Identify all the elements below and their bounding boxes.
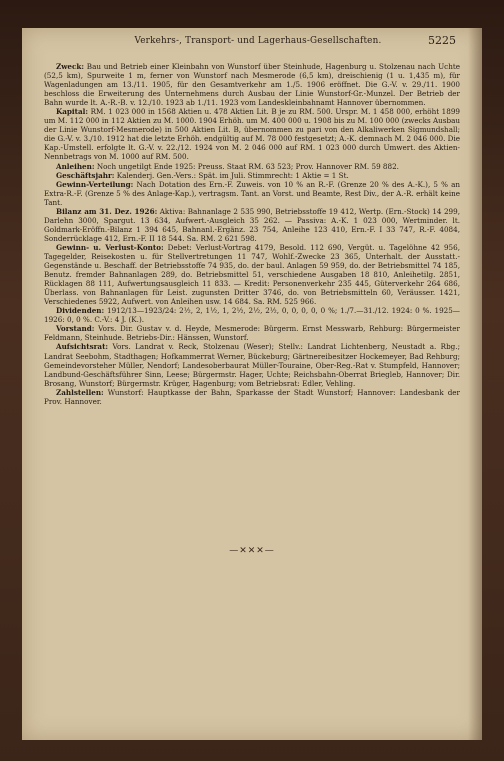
- paragraph-gewinn-verteilung: [44, 180, 460, 207]
- paragraph-kapital: [44, 107, 460, 161]
- section-text: Vors. Dir. Gustav v. d. Heyde, Mesmerode: Bürgerm. Ernst Messwarb, Rehburg: Bürgermeister Feldmann, Steinhude. Betriebs-Dir.: Hänssen, Wunstorf.: [44, 324, 460, 343]
- book-page: [22, 28, 482, 740]
- paragraph-bilanz: [44, 207, 460, 243]
- paragraph-gewinn-verlust: [44, 243, 460, 306]
- paragraph-zweck: [44, 62, 460, 107]
- section-label: Zahlstellen:: [56, 387, 104, 397]
- section-text: Kalenderj. Gen.-Vers.: Spät. im Juli. Stimmrecht: 1 Aktie = 1 St.: [116, 170, 349, 180]
- section-label: Dividenden:: [56, 306, 105, 316]
- section-text: Vors. Landrat v. Reck, Stolzenau (Weser); Stellv.: Landrat Lichtenberg, Neustadt a. Rbg.; Landrat Seebohm, Stadthagen; Hofkammerrat Werner, Bückeburg; Gärtnereibesitzer Hockemeyer, Bad Rehburg; Gemeindevorsteher Müller, Nendorf; Landesoberbaurat Müller-Touraine, Ober-Reg.-Rat v. Stumpfeld, Hannover; Landbund-Geschäftsführer Sinn, Leese; Bürgermstr. Hager, Uchte; Reichsbahn-Oberrat Briegleb, Hannover; Dir. Brosang, Wunstorf; Bürgermstr. Krüger, Hagenburg; vom Betriebsrat: Edler, Vehling.: [44, 342, 460, 388]
- section-label: Gewinn- u. Verlust-Konto:: [56, 242, 164, 252]
- running-title: Verkehrs-, Transport- und Lagerhaus-Gesellschaften.: [134, 36, 382, 46]
- section-text: 1912/13—1923/24: 2½, 2, 1½, 1, 2½, 2½, 2½, 0, 0, 0, 0, 0 %; 1./7.—31./12. 1924: 0 %. 1925—1926: 0, 0 %. C.-V.: 4 J. (K.).: [44, 306, 460, 325]
- company-entry: [44, 62, 460, 406]
- section-label: Bilanz am 31. Dez. 1926:: [56, 206, 158, 216]
- section-text: Aktiva: Bahnanlage 2 535 990, Betriebsstoffe 19 412, Wertp. (Ern.-Stock) 14 299, Darlehn 3000, Spargut. 13 634, Aufwert.-Ausgleich 35 262. — Passiva: A.-K. 1 023 000, Wertminder. lt. Goldmark-Eröffn.-Bilanz 1 394 645, Bahnanl.-Ergänz. 23 754, Anleihe 123 410, Ern.-F. I 33 747, R.-F. 4084, Sonderrücklage 412, Ern.-F. II 18 544. Sa. RM. 2 621 598.: [44, 206, 460, 243]
- paragraph-vorstand: [44, 324, 460, 342]
- section-label: Geschäftsjahr:: [56, 170, 115, 180]
- page-number: 5225: [428, 34, 456, 47]
- page-gutter-shadow: [468, 28, 482, 740]
- page-header: [22, 36, 482, 56]
- section-text: Noch ungetilgt Ende 1925: Preuss. Staat RM. 63 523; Prov. Hannover RM. 59 882.: [96, 161, 399, 171]
- paragraph-geschaeftsjahr: [44, 171, 460, 180]
- section-label: Kapital:: [56, 107, 89, 117]
- section-label: Aufsichtsrat:: [56, 342, 109, 352]
- section-label: Zweck:: [56, 62, 85, 71]
- section-text: Debet: Verlust-Vortrag 4179, Besold. 112 690, Vergüt. u. Tagelöhne 42 956, Tagegelder, Reisekosten u. für Stellvertretungen 11 747, Wohlf.-Zwecke 23 365, Unterhalt. der Ausstatt.-Gegenstände u. Beschaff. der Betriebsstoffe 74 935, do. der baul. Anlagen 59 959, do. der Betriebsmittel 74 185, Benutz. fremder Bahnanlagen 289, do. Betriebsmittel 51, verschiedene Ausgaben 18 810, Anleihetilg. 2851, Rücklagen 88 111, Aufwertungsausgleich 11 833. — Kredit: Personenverkehr 235 445, Güterverkehr 264 686, Überlass. von Bahnanlagen für Leist. zugunsten Dritter 3746, do. von Betriebsmitteln 60, Veräusser. 1421, Verschiedenes 5922, Aufwert. von Anleihen usw. 14 684. Sa. RM. 525 966.: [44, 242, 460, 307]
- section-text: Bau und Betrieb einer Kleinbahn von Wunstorf über Steinhude, Hagenburg u. Stolzenau nach Uchte (52,5 km), Spurweite 1 m, ferner von Wunstorf nach Mesmerode (6,5 km), dreischienig (1 u. 1,435 m), für Wagenladungen am 13./11. 1905, für den Gesamtverkehr am 1./5. 1906 eröffnet. Die G.-V. v. 29./11. 1900 beschloss die Erweiterung des Unternehmens durch Ausbau der Linie Wunstorf-Gr.-Munzel. Der Betrieb der Bahn wurde lt. A.-R.-B. v. 12./10. 1923 ab 1./11. 1923 vom Landeskleinbahnamt Hannover übernommen.: [44, 62, 460, 108]
- paragraph-anleihen: [44, 162, 460, 171]
- paragraph-zahlstellen: [44, 388, 460, 406]
- section-divider-ornament: —✕✕✕—: [229, 546, 275, 556]
- section-label: Anleihen:: [56, 161, 95, 171]
- section-text: Wunstorf: Hauptkasse der Bahn, Sparkasse der Stadt Wunstorf; Hannover: Landesbank der Prov. Hannover.: [44, 387, 460, 406]
- section-text: Nach Dotation des Ern.-F. Zuweis. von 10 % an R.-F. (Grenze 20 % des A.-K.), 5 % an Extra-R.-F. (Grenze 5 % des Anlage-Kap.), vertragsm. Tant. an Vorst. und Beamte, Rest Div., der A.-R. erhält keine Tant.: [44, 179, 460, 207]
- section-label: Gewinn-Verteilung:: [56, 179, 134, 189]
- section-text: RM. 1 023 000 in 1568 Aktien u. 478 Aktien Lit. B je zu RM. 500. Urspr. M. 1 458 000, erhöht 1899 um M. 112 000 in 112 Aktien zu M. 1000. 1904 Erhöh. um M. 400 000 u. 1908 bis zu M. 100 000 (zwecks Ausbau der Linie Wunstorf-Mesmerode) in 500 Aktien Lit. B, übernommen zu pari von den Alkaliwerken Sigmundshall; die G.-V. v. 3./10. 1912 hat die letzte Erhöh. endgültig auf M. 78 000 festgesetzt; A.-K. demnach M. 2 046 000. Die Kap.-Umstell. erfolgte lt. G.-V. v. 22./12. 1924 von M. 2 046 000 auf RM. 1 023 000 durch Umwert. des Aktien-Nennbetrags von M. 1000 auf RM. 500.: [44, 107, 460, 162]
- section-label: Vorstand:: [56, 324, 95, 334]
- paragraph-aufsichtsrat: [44, 342, 460, 387]
- paragraph-dividenden: [44, 306, 460, 324]
